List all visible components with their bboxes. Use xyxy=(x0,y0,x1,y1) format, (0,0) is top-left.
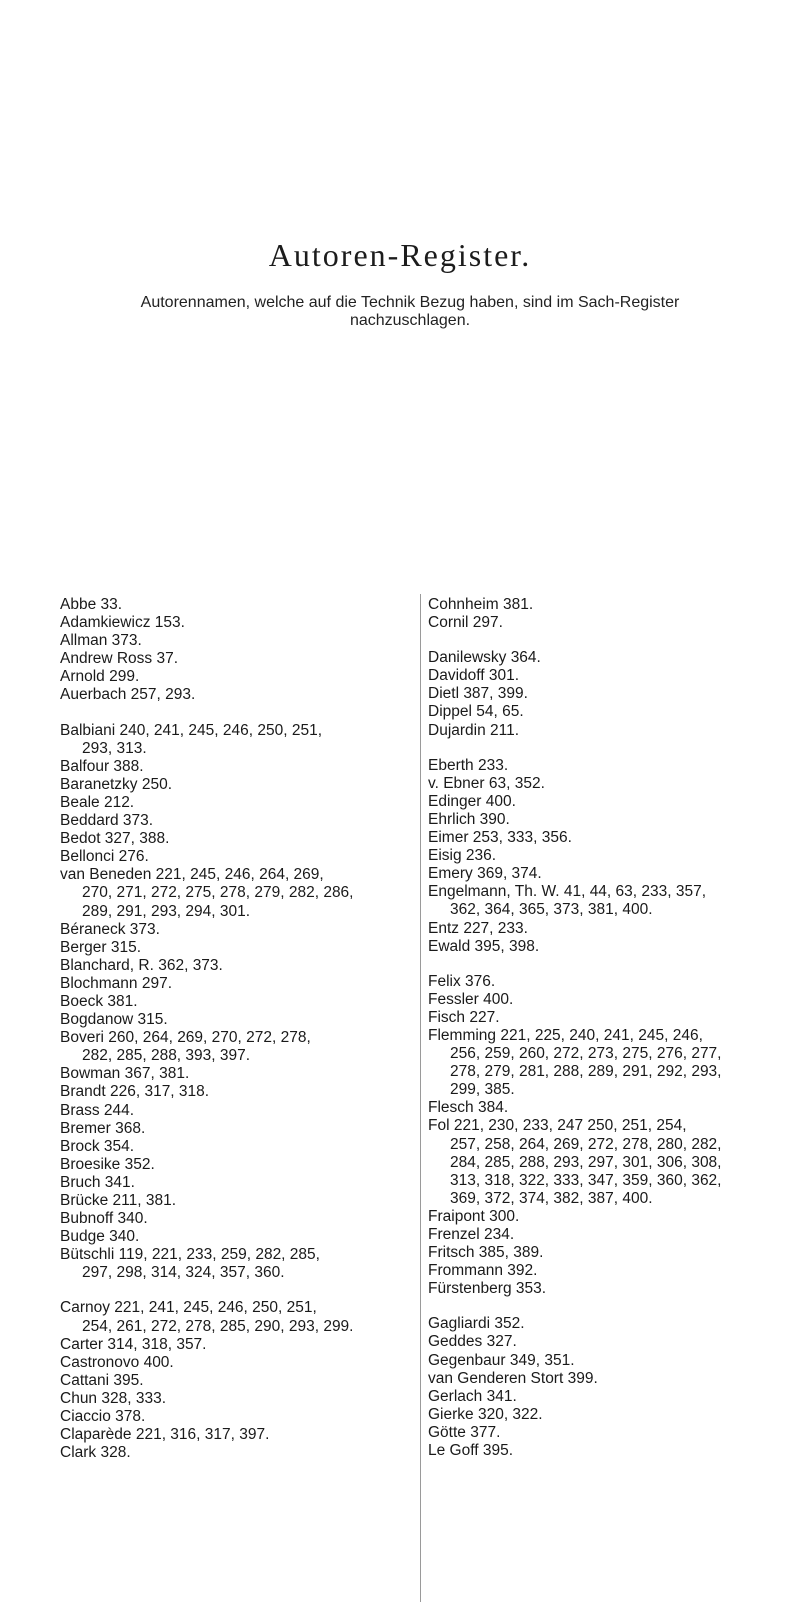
subtitle xyxy=(60,294,760,330)
index-entry: Adamkiewicz 153. xyxy=(60,614,185,632)
index-entry: Boveri 260, 264, 269, 270, 272, 278, xyxy=(60,1029,311,1047)
index-entry: Brücke 211, 381. xyxy=(60,1192,177,1209)
index-entry-continuation: 313, 318, 322, 333, 347, 359, 360, 362, xyxy=(450,1171,722,1189)
index-entry: Carter 314, 318, 357. xyxy=(60,1335,207,1353)
subtitle-line: nachzuschlagen. xyxy=(349,312,471,329)
index-entry: Eimer 253, 333, 356. xyxy=(428,829,572,847)
index-entry: Eisig 236. xyxy=(428,847,497,865)
index-entry: Fisch 227. xyxy=(428,1008,500,1026)
index-entry: Brass 244. xyxy=(60,1101,135,1119)
index-entry: Andrew Ross 37. xyxy=(60,650,179,668)
index-entry: Arnold 299. xyxy=(60,668,140,686)
right-column xyxy=(428,596,758,1460)
index-entry: Entz 227, 233. xyxy=(428,919,528,937)
section-e xyxy=(428,757,758,956)
index-entry: Gerlach 341. xyxy=(428,1387,517,1405)
index-entry: Berger 315. xyxy=(60,938,141,956)
index-entry: Fessler 400. xyxy=(428,990,514,1008)
index-entry: Brandt 226, 317, 318. xyxy=(60,1083,210,1101)
index-entry: Bogdanow 315. xyxy=(60,1011,168,1029)
subtitle-line: Autorennamen, welche auf die Technik Bezug haben, sind im Sach-Register xyxy=(140,294,680,311)
index-entry: Gegenbaur 349, 351. xyxy=(428,1351,575,1369)
index-entry: Balfour 388. xyxy=(60,757,144,775)
index-entry-continuation: 278, 279, 281, 288, 289, 291, 292, 293, xyxy=(450,1063,722,1081)
index-entry: Castronovo 400. xyxy=(60,1353,174,1371)
index-entry-continuation: 257, 258, 264, 269, 272, 278, 280, 282, xyxy=(450,1135,722,1153)
section-gap xyxy=(428,632,758,649)
index-entry-continuation: 256, 259, 260, 272, 273, 275, 276, 277, xyxy=(450,1045,722,1063)
index-entry: Eberth 233. xyxy=(428,756,509,774)
index-entry: Flesch 384. xyxy=(428,1099,509,1117)
index-entry: Gagliardi 352. xyxy=(428,1315,525,1333)
index-entry-continuation: 369, 372, 374, 382, 387, 400. xyxy=(450,1189,653,1207)
index-entry: Béraneck 373. xyxy=(60,920,160,938)
index-entry-continuation: 282, 285, 288, 393, 397. xyxy=(82,1047,251,1065)
index-entry: Fraipont 300. xyxy=(428,1207,520,1225)
index-entry: Cattani 395. xyxy=(60,1371,144,1389)
index-entry: Dippel 54, 65. xyxy=(428,703,524,721)
index-entry: Frommann 392. xyxy=(428,1262,538,1280)
page-title: Autoren-Register. xyxy=(268,237,532,273)
index-entry: Chun 328, 333. xyxy=(60,1389,167,1407)
index-entry: Carnoy 221, 241, 245, 246, 250, 251, xyxy=(60,1299,317,1317)
index-entry: Broesike 352. xyxy=(60,1155,155,1173)
index-entry: Davidoff 301. xyxy=(428,667,520,685)
index-entry: Clark 328. xyxy=(60,1444,131,1462)
index-entry: Bellonci 276. xyxy=(60,848,149,866)
index-entry: Blanchard, R. 362, 373. xyxy=(60,956,223,974)
index-entry: Beale 212. xyxy=(60,793,135,811)
index-entry: Fol 221, 230, 233, 247 250, 251, 254, xyxy=(428,1117,687,1135)
section-a xyxy=(60,596,400,705)
section-gap xyxy=(60,705,400,722)
index-entry: Geddes 327. xyxy=(428,1333,517,1351)
index-entry: Cornil 297. xyxy=(428,614,503,632)
index-entry: Bremer 368. xyxy=(60,1119,146,1137)
index-entry: Fritsch 385, 389. xyxy=(428,1244,544,1262)
section-gap xyxy=(428,956,758,973)
index-entry-continuation: 270, 271, 272, 275, 278, 279, 282, 286, xyxy=(82,884,354,902)
section-g xyxy=(428,1315,758,1460)
index-entry-continuation: 254, 261, 272, 278, 285, 290, 293, 299. xyxy=(82,1317,354,1335)
index-entry: Bruch 341. xyxy=(60,1173,135,1191)
index-entry-continuation: 293, 313. xyxy=(82,739,147,757)
index-entry: Engelmann, Th. W. 41, 44, 63, 233, 357, xyxy=(428,883,707,901)
index-entry: Edinger 400. xyxy=(428,792,516,810)
index-entry: Blochmann 297. xyxy=(60,974,173,992)
index-entry: Balbiani 240, 241, 245, 246, 250, 251, xyxy=(60,721,322,739)
index-entry-continuation: 284, 285, 288, 293, 297, 301, 306, 308, xyxy=(450,1153,722,1171)
index-entry-continuation: 297, 298, 314, 324, 357, 360. xyxy=(82,1264,285,1282)
index-entry: Gierke 320, 322. xyxy=(428,1405,543,1423)
index-entry: Dujardin 211. xyxy=(428,721,520,739)
index-entry: Frenzel 234. xyxy=(428,1226,515,1243)
index-entry: v. Ebner 63, 352. xyxy=(428,774,545,792)
index-entry: Ehrlich 390. xyxy=(428,810,510,828)
section-d xyxy=(428,649,758,739)
index-entry: Ewald 395, 398. xyxy=(428,937,540,955)
index-entry: Dietl 387, 399. xyxy=(428,685,528,703)
section-gap xyxy=(60,1282,400,1299)
section-b xyxy=(60,722,400,1283)
index-entry: Bütschli 119, 221, 233, 259, 282, 285, xyxy=(60,1246,320,1264)
section-c xyxy=(60,1299,400,1462)
section-f xyxy=(428,973,758,1299)
index-entry: Danilewsky 364. xyxy=(428,649,541,667)
index-entry: Auerbach 257, 293. xyxy=(60,686,196,704)
index-entry: Fürstenberg 353. xyxy=(428,1280,547,1298)
index-entry-continuation: 299, 385. xyxy=(450,1081,515,1099)
index-entry-continuation: 289, 291, 293, 294, 301. xyxy=(82,902,251,920)
index-entry: Budge 340. xyxy=(60,1228,140,1246)
section-gap xyxy=(428,740,758,757)
index-entry: Le Goff 395. xyxy=(428,1442,514,1460)
index-entry: Emery 369, 374. xyxy=(428,865,542,883)
index-entry: Claparède 221, 316, 317, 397. xyxy=(60,1426,270,1444)
index-entry: Bedot 327, 388. xyxy=(60,830,170,848)
index-entry: van Genderen Stort 399. xyxy=(428,1369,598,1387)
column-divider xyxy=(420,594,421,1602)
index-entry: Ciaccio 378. xyxy=(60,1408,146,1426)
index-entry: Baranetzky 250. xyxy=(60,775,173,793)
index-entry: Flemming 221, 225, 240, 241, 245, 246, xyxy=(428,1026,703,1044)
section-c-continued xyxy=(428,596,758,632)
index-entry: Cohnheim 381. xyxy=(428,596,534,613)
index-entry: Bubnoff 340. xyxy=(60,1210,148,1228)
index-entry: Bowman 367, 381. xyxy=(60,1065,190,1083)
index-entry: Felix 376. xyxy=(428,972,496,990)
index-entry-continuation: 362, 364, 365, 373, 381, 400. xyxy=(450,901,653,919)
index-entry: Beddard 373. xyxy=(60,812,154,830)
index-entry: Brock 354. xyxy=(60,1137,135,1155)
index-entry: Götte 377. xyxy=(428,1423,501,1441)
index-entry: van Beneden 221, 245, 246, 264, 269, xyxy=(60,866,324,884)
index-entry: Abbe 33. xyxy=(60,596,123,613)
left-column xyxy=(60,596,400,1462)
section-gap xyxy=(428,1298,758,1315)
index-entry: Boeck 381. xyxy=(60,992,138,1010)
index-entry: Allman 373. xyxy=(60,632,142,650)
